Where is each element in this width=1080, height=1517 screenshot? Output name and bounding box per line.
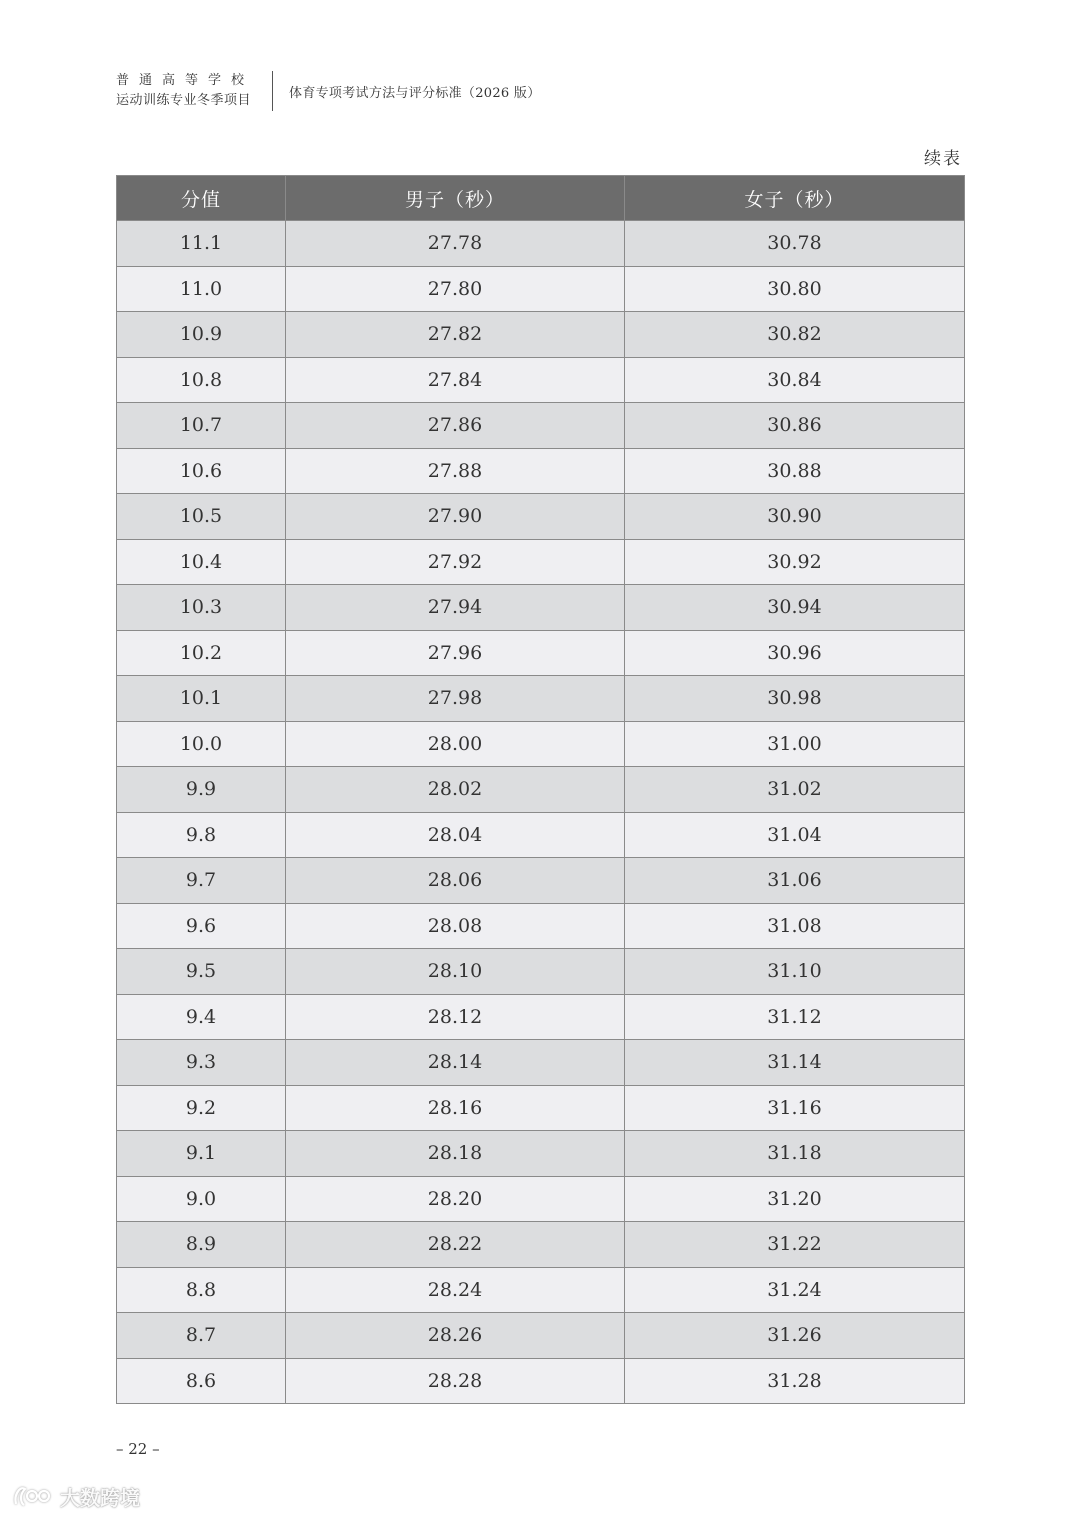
cell-score: 10.0 (117, 721, 286, 767)
cell-male-time: 28.26 (286, 1313, 625, 1359)
table-row (117, 1085, 965, 1131)
cell-female-time: 31.12 (625, 994, 965, 1040)
cell-male-time: 27.84 (286, 357, 625, 403)
cell-score: 10.5 (117, 494, 286, 540)
table-row (117, 448, 965, 494)
cell-score: 9.7 (117, 858, 286, 904)
cell-female-time: 31.10 (625, 949, 965, 995)
cell-female-time: 30.88 (625, 448, 965, 494)
score-table (116, 175, 965, 1404)
cell-score: 9.6 (117, 903, 286, 949)
cell-female-time: 30.78 (625, 221, 965, 267)
cell-score: 9.3 (117, 1040, 286, 1086)
cell-female-time: 31.16 (625, 1085, 965, 1131)
cell-score: 8.7 (117, 1313, 286, 1359)
cell-female-time: 31.26 (625, 1313, 965, 1359)
cell-score: 9.4 (117, 994, 286, 1040)
cell-male-time: 27.98 (286, 676, 625, 722)
cell-score: 10.4 (117, 539, 286, 585)
cell-female-time: 31.02 (625, 767, 965, 813)
cell-female-time: 30.82 (625, 312, 965, 358)
cell-score: 8.9 (117, 1222, 286, 1268)
header-document-title: 体育专项考试方法与评分标准（2026 版） (289, 85, 541, 101)
cell-score: 11.1 (117, 221, 286, 267)
table-row (117, 1313, 965, 1359)
table-row (117, 994, 965, 1040)
cell-male-time: 28.12 (286, 994, 625, 1040)
cell-score: 10.3 (117, 585, 286, 631)
table-row (117, 721, 965, 767)
continued-label: 续表 (924, 149, 962, 169)
cell-score: 10.2 (117, 630, 286, 676)
cell-score: 9.1 (117, 1131, 286, 1177)
table-row (117, 585, 965, 631)
cell-male-time: 28.10 (286, 949, 625, 995)
table-row (117, 1358, 965, 1404)
cell-female-time: 30.96 (625, 630, 965, 676)
cell-male-time: 28.18 (286, 1131, 625, 1177)
column-header-score: 分值 (117, 176, 286, 221)
table-row (117, 494, 965, 540)
table-row (117, 676, 965, 722)
cell-male-time: 28.22 (286, 1222, 625, 1268)
header-school-line: 普通高等学校 (116, 73, 255, 88)
cell-male-time: 27.94 (286, 585, 625, 631)
cell-female-time: 31.22 (625, 1222, 965, 1268)
cell-score: 10.7 (117, 403, 286, 449)
cell-female-time: 30.84 (625, 357, 965, 403)
cell-male-time: 27.80 (286, 266, 625, 312)
cell-male-time: 28.06 (286, 858, 625, 904)
cell-male-time: 27.86 (286, 403, 625, 449)
table-header (117, 176, 965, 221)
cell-female-time: 30.90 (625, 494, 965, 540)
page-number: – 22 – (116, 1440, 160, 1458)
cell-female-time: 31.08 (625, 903, 965, 949)
table-row (117, 1176, 965, 1222)
cell-score: 10.6 (117, 448, 286, 494)
table-row (117, 858, 965, 904)
table-header-row (117, 176, 965, 221)
cell-score: 9.0 (117, 1176, 286, 1222)
cell-score: 8.6 (117, 1358, 286, 1404)
brand-logo-icon (12, 1484, 56, 1510)
table-row (117, 539, 965, 585)
cell-female-time: 31.20 (625, 1176, 965, 1222)
cell-male-time: 28.16 (286, 1085, 625, 1131)
watermark (12, 1482, 140, 1511)
table-body (117, 221, 965, 1404)
cell-score: 9.8 (117, 812, 286, 858)
cell-score: 10.8 (117, 357, 286, 403)
table-row (117, 630, 965, 676)
cell-female-time: 30.94 (625, 585, 965, 631)
cell-male-time: 28.04 (286, 812, 625, 858)
cell-score: 9.2 (117, 1085, 286, 1131)
cell-male-time: 27.96 (286, 630, 625, 676)
cell-male-time: 27.92 (286, 539, 625, 585)
column-header-female: 女子（秒） (625, 176, 965, 221)
cell-score: 9.5 (117, 949, 286, 995)
cell-male-time: 28.08 (286, 903, 625, 949)
cell-male-time: 28.14 (286, 1040, 625, 1086)
column-header-male: 男子（秒） (286, 176, 625, 221)
cell-score: 8.8 (117, 1267, 286, 1313)
header-left-block (116, 71, 254, 111)
table-row (117, 1131, 965, 1177)
cell-female-time: 31.28 (625, 1358, 965, 1404)
cell-female-time: 30.98 (625, 676, 965, 722)
table-row (117, 312, 965, 358)
cell-female-time: 31.04 (625, 812, 965, 858)
running-header (116, 70, 541, 112)
cell-female-time: 31.06 (625, 858, 965, 904)
cell-male-time: 27.78 (286, 221, 625, 267)
cell-female-time: 30.92 (625, 539, 965, 585)
cell-male-time: 27.82 (286, 312, 625, 358)
table-row (117, 1222, 965, 1268)
cell-female-time: 31.18 (625, 1131, 965, 1177)
table-row (117, 767, 965, 813)
cell-male-time: 28.24 (286, 1267, 625, 1313)
table-row (117, 949, 965, 995)
watermark-text: 大数跨境 (60, 1486, 140, 1510)
cell-female-time: 31.00 (625, 721, 965, 767)
cell-score: 10.9 (117, 312, 286, 358)
cell-female-time: 30.86 (625, 403, 965, 449)
cell-female-time: 31.14 (625, 1040, 965, 1086)
table-row (117, 903, 965, 949)
cell-male-time: 28.02 (286, 767, 625, 813)
cell-female-time: 31.24 (625, 1267, 965, 1313)
header-program-line: 运动训练专业冬季项目 (116, 93, 252, 108)
cell-male-time: 27.90 (286, 494, 625, 540)
table-row (117, 812, 965, 858)
header-divider (272, 71, 273, 111)
table-row (117, 221, 965, 267)
cell-male-time: 28.00 (286, 721, 625, 767)
cell-score: 10.1 (117, 676, 286, 722)
table-row (117, 266, 965, 312)
cell-female-time: 30.80 (625, 266, 965, 312)
table-row (117, 1040, 965, 1086)
cell-male-time: 28.28 (286, 1358, 625, 1404)
table-row (117, 403, 965, 449)
table-row (117, 1267, 965, 1313)
cell-score: 9.9 (117, 767, 286, 813)
table-row (117, 357, 965, 403)
cell-score: 11.0 (117, 266, 286, 312)
cell-male-time: 28.20 (286, 1176, 625, 1222)
cell-male-time: 27.88 (286, 448, 625, 494)
